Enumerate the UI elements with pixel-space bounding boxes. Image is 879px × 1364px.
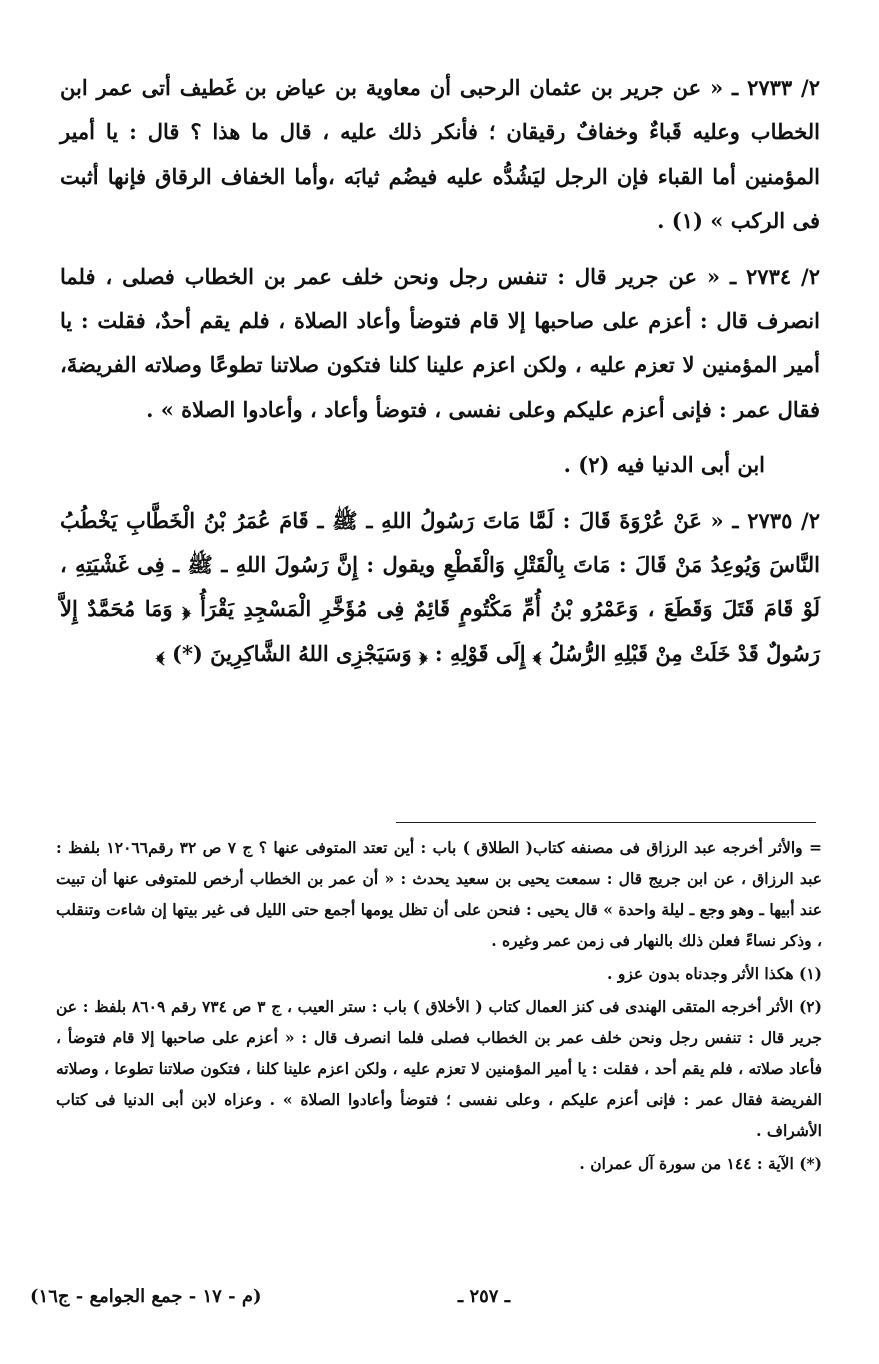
footnote-marker: (٢): [798, 997, 822, 1016]
footnote-divider: [396, 822, 816, 823]
footnote-2: [56, 991, 822, 1146]
hadith-number: ٢/ ٢٧٣٤ ـ: [729, 263, 821, 289]
footnote-text: الآية : ١٤٤ من سورة آل عمران .: [579, 1154, 794, 1173]
footnote-text: الأثر أخرجه المتقى الهندى فى كنز العمال كتاب ( الأخلاق ) باب : ستر العيب ، ج ٣ ص ٧٣٤ رقم ٨٦٠٩ بلفظ : عن جرير قال : تنفس رجل ونحن خلف عمر بن الخطاب فصلى فلما انصرف قال : « أعزم على صاحبها إلا قام فتوضأ ، فأعاد صلاته ، فلم يقم أحد ، فقلت : يا أمير المؤمنين لا تعزم عليه ، ولكن اعزم علينا كلنا ، فتكون صلاتنا تطوعا ، وصلاته الفريضة فقال عمر : فإنى أعزم عليكم ، وعلى نفسى ؛ فتوضأ وأعادوا الصلاة » . وعزاه لابن أبى الدنيا فى كتاب الأشراف .: [56, 997, 822, 1140]
hadith-2734: [60, 255, 820, 433]
footnote-marker: (*): [799, 1154, 822, 1173]
attribution-text: ابن أبى الدنيا فيه (٢) .: [563, 452, 765, 478]
hadith-number: ٢/ ٢٧٣٥ ـ: [732, 507, 821, 533]
footnote-marker: (١): [798, 964, 822, 983]
print-signature: (م - ١٧ - جمع الجوامع - ج١٦): [30, 1286, 262, 1307]
hadith-2735: [60, 499, 820, 677]
main-text: [60, 66, 820, 687]
hadith-text: « عن جرير بن عثمان الرحبى أن معاوية بن عياض بن غَطيف أتى عمر ابن الخطاب وعليه قَباءٌ وخفافٌ رقيقان ؛ فأنكر ذلك عليه ، قال ما هذا ؟ قال : يا أمير المؤمنين أما القباء فإن الرجل ليَشُدُّه عليه فيضُم ثيابَه ،وأما الخفاف الرقاق فإنها أثبت فى الركب » (١) .: [60, 75, 820, 234]
hadith-text: « عَنْ عُرْوَةَ قَالَ : لَمَّا مَاتَ رَسُولُ اللهِ ـ ﷺ ـ قَامَ عُمَرُ بْنُ الْخَطَّابِ يَخْطُبُ النَّاسَ وَيُوعِدُ مَنْ قَالَ : مَاتَ بِالْقَتْلِ وَالْقَطْعِ ويقول : إِنَّ رَسُولَ اللهِ ـ ﷺ ـ فِى غَشْيَتِهِ ، لَوْ قَامَ قَتَلَ وَقَطَعَ ، وَعَمْرُو بْنُ أُمِّ مَكْتُومٍ قَائِمٌ فِى مُؤَخَّرِ الْمَسْجِدِ يَقْرَأُ ﴿ وَمَا مُحَمَّدٌ إِلاَّ رَسُولٌ قَدْ خَلَتْ مِنْ قَبْلِهِ الرُّسُلُ ﴾ إِلَى قَوْلِهِ : ﴿ وَسَيَجْزِى اللهُ الشَّاكِرِينَ (*) ﴾: [60, 507, 820, 666]
page-footer: [30, 1286, 840, 1318]
footnote-text: هكذا الأثر وجدناه بدون عزو .: [607, 964, 794, 983]
source-attribution: [60, 443, 820, 487]
footnote-text: = والأثر أخرجه عبد الرزاق فى مصنفه كتاب( الطلاق ) باب : أين تعتد المتوفى عنها ؟ ج ٧ ص ٣٢ رقم١٢٠٦٦ بلفظ : عبد الرزاق ، عن ابن جريج قال : سمعت يحيى بن سعيد يحدث : « أن عمر بن الخطاب أرخص للمتوفى عنها أن تبيت عند أبيها ـ وهو وجع ـ ليلة واحدة » قال يحيى : فنحن على أن تظل يومها أجمع حتى الليل فى غير بيتها إن شاءت وتنقلب ، وذكر نساءً فعلن ذلك بالنهار فى زمن عمر وغيره .: [56, 838, 822, 950]
page-number: ـ ٢٥٧ ـ: [457, 1286, 510, 1307]
hadith-number: ٢/ ٢٧٣٣ ـ: [732, 75, 821, 100]
footnote-continued: [56, 832, 822, 956]
hadith-text: « عن جرير قال : تنفس رجل ونحن خلف عمر بن الخطاب فصلى ، فلما انصرف قال : أعزم على صاحبها إلا قام فتوضأ وأعاد الصلاة ، فلم يقم أحدٌ، فقلت : يا أمير المؤمنين لا تعزم عليه ، ولكن اعزم علينا كلنا فتكون صلاتنا تطوعًا وصلاته الفريضةَ، فقال عمر : فإنى أعزم عليكم وعلى نفسى ، فتوضأ وأعاد ، وأعادوا الصلاة » .: [60, 263, 820, 422]
hadith-2733: [60, 66, 820, 244]
footnotes: [56, 832, 822, 1179]
footnote-star: [56, 1148, 822, 1179]
footnote-1: [56, 958, 822, 989]
